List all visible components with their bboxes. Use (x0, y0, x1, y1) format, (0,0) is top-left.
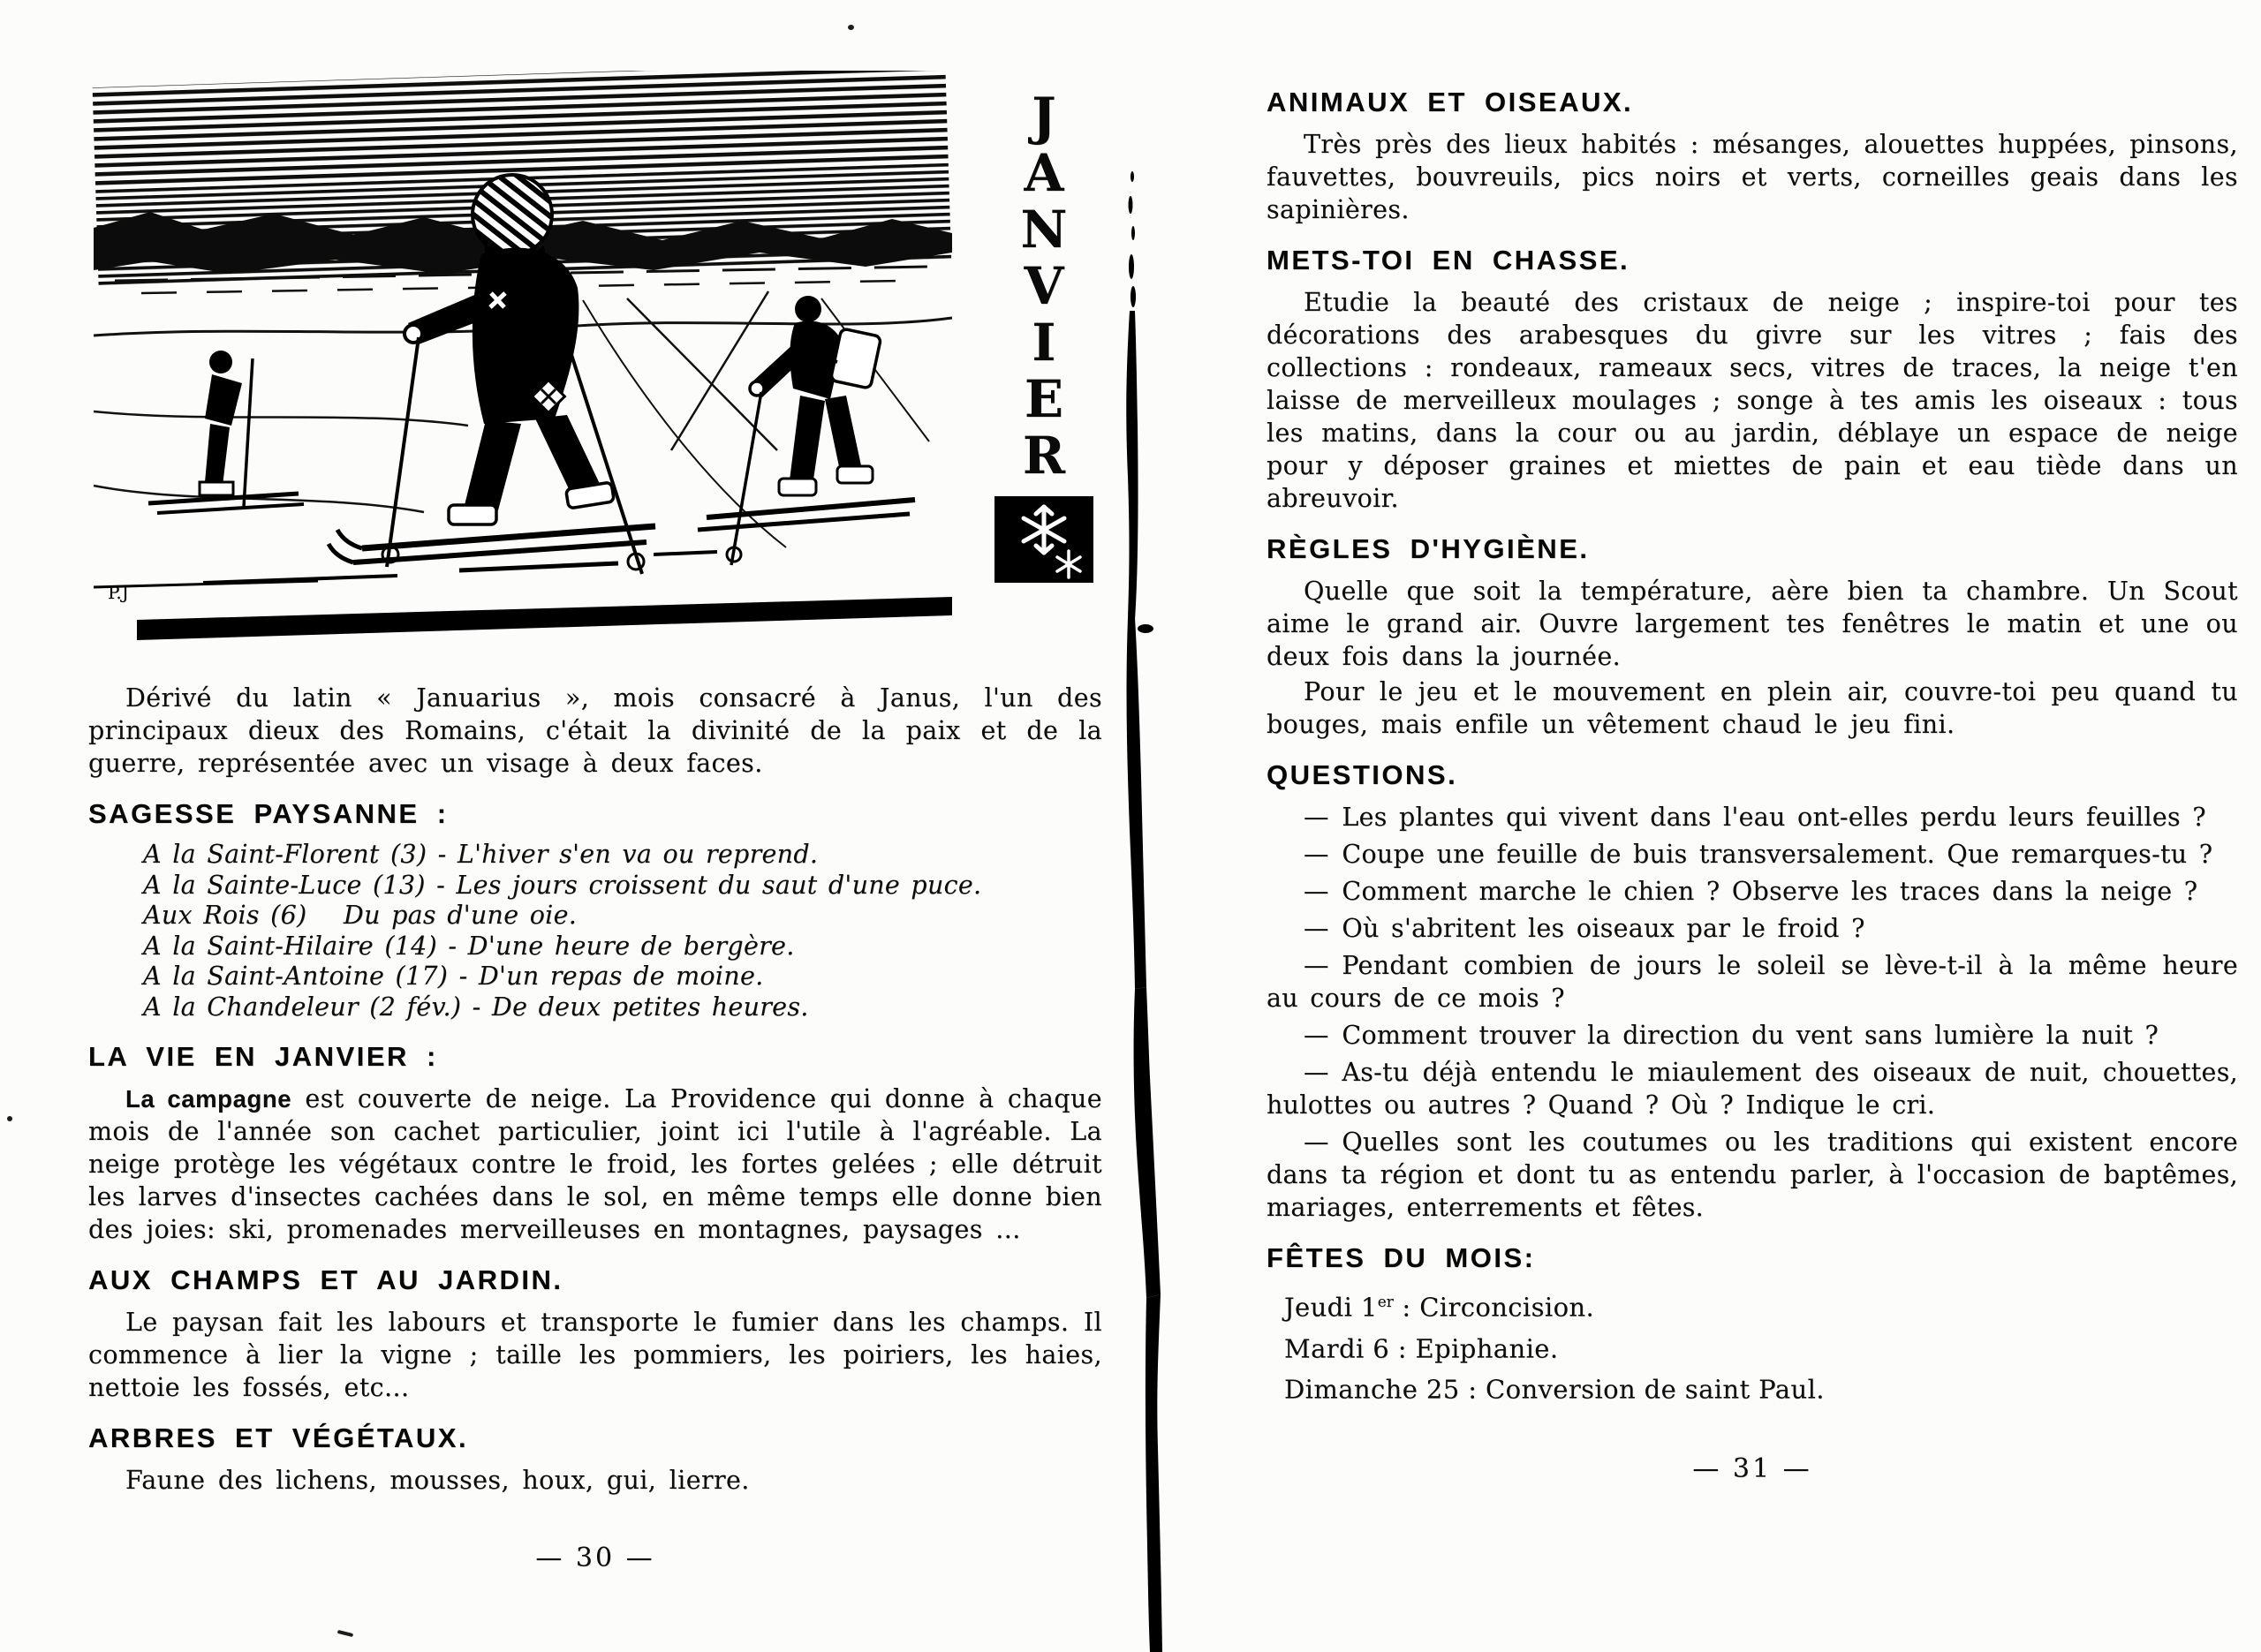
scan-speck (337, 1630, 353, 1637)
aux-champs-paragraph: Le paysan fait les labours et transporte le fumier dans les champs. Il commence à lier la vigne ; taille les pommiers, les poiriers, les haies, nettoie les fossés, etc... (88, 1308, 1102, 1402)
fete-item: Dimanche 25 : Conversion de saint Paul. (1284, 1374, 1825, 1405)
scan-speck (848, 25, 854, 30)
saying-line: A la Chandeleur (2 fév.) - De deux petites heures. (143, 992, 809, 1022)
animaux-paragraph: Très près des lieux habités : mésanges, alouettes huppées, pinsons, fauvettes, bouvreuils, pics noirs et verts, corneilles geais dans les sapinières. (1267, 130, 2238, 224)
foreground-snow (94, 552, 952, 640)
chasse-paragraph: Etudie la beauté des cristaux de neige ; inspire-toi pour tes décorations des arabesques du givre sur les vitres ; fais des collections : rondeaux, rameaux secs, vitres de traces, la neige t'en laisse de merveilleux moulages ; songe à tes amis les oiseaux : tous les matins, dans la cour ou au jardin, déblaye un espace de neige pour y déposer graines et miettes de pain et eau tiède dans un abreuvoir. (1267, 288, 2238, 513)
question-item: — As-tu déjà entendu le miaulement des oiseaux de nuit, chouettes, hulottes ou autres ? Quand ? Où ? Indique le cri. (1267, 1058, 2238, 1120)
binding-shadow (1106, 0, 1194, 1652)
left-page (88, 65, 1102, 1573)
month-title-vertical: JANVIER (1020, 87, 1068, 486)
heading-regles-hygiene: RÈGLES D'HYGIÈNE. (1267, 533, 1590, 564)
question-item: — Où s'abritent les oiseaux par le froid ? (1304, 914, 1865, 943)
intro-paragraph: Dérivé du latin « Januarius », mois consacré à Janus, l'un des principaux dieux des Romains, c'était la divinité de la paix et de la guerre, représentée avec un visage à deux faces. (88, 683, 1102, 778)
january-illustration-block (88, 65, 1102, 650)
saying-line: A la Sainte-Luce (13) - Les jours croissent du saut d'une puce. (143, 870, 982, 900)
scan-speck (7, 1116, 12, 1121)
page-number-left: — 30 — (535, 1543, 655, 1573)
heading-arbres-vegetaux: ARBRES ET VÉGÉTAUX. (88, 1422, 469, 1453)
question-item: — Les plantes qui vivent dans l'eau ont-elles perdu leurs feuilles ? (1304, 803, 2206, 832)
question-item: — Pendant combien de jours le soleil se lève-t-il à la même heure au cours de ce mois ? (1267, 951, 2238, 1013)
heading-la-vie-en-janvier: LA VIE EN JANVIER : (88, 1041, 438, 1072)
month-title-column (987, 88, 1100, 583)
la-vie-lead: La campagne (125, 1085, 292, 1113)
small-skier-left (148, 351, 304, 513)
heading-aux-champs: AUX CHAMPS ET AU JARDIN. (88, 1264, 563, 1295)
heading-fetes-du-mois: FÊTES DU MOIS: (1267, 1242, 1536, 1273)
skier-with-backpack (698, 296, 915, 565)
saying-line: A la Saint-Antoine (17) - D'un repas de moine. (143, 962, 764, 991)
la-vie-paragraph (88, 1082, 1102, 1246)
question-item: — Quelles sont les coutumes ou les traditions qui existent encore dans ta région et dont tu as entendu parler, à l'occasion de baptêmes, mariages, enterrements et fêtes. (1267, 1128, 2238, 1222)
ski-scene-illustration (88, 71, 963, 649)
hygiene-paragraph-2: Pour le jeu et le mouvement en plein air, couvre-toi peu quand tu bouges, mais enfile un vêtement chaud le jeu fini. (1267, 677, 2238, 739)
question-item: — Comment trouver la direction du vent sans lumière la nuit ? (1304, 1021, 2159, 1050)
right-page (1267, 85, 2238, 1484)
snowflake-icon (994, 496, 1093, 583)
saying-line: Aux Rois (6) Du pas d'une oie. (143, 901, 578, 930)
saying-line: A la Saint-Hilaire (14) - D'une heure de bergère. (143, 931, 795, 961)
fete-item: Jeudi 1er : Circoncision. (1284, 1292, 1595, 1323)
arbres-paragraph: Faune des lichens, mousses, houx, gui, lierre. (125, 1466, 750, 1495)
heading-animaux-oiseaux: ANIMAUX ET OISEAUX. (1267, 87, 1634, 117)
hygiene-paragraph-1: Quelle que soit la température, aère bien ta chambre. Un Scout aime le grand air. Ouvre largement tes fenêtres le matin et une ou deux fois dans la journée. (1267, 577, 2238, 671)
page-number-right: — 31 — (1692, 1452, 1812, 1484)
engraver-signature: P.J (108, 582, 129, 603)
saying-line: A la Saint-Florent (3) - L'hiver s'en va ou reprend. (143, 840, 819, 869)
heading-mets-toi-en-chasse: METS-TOI EN CHASSE. (1267, 245, 1630, 275)
heading-questions: QUESTIONS. (1267, 759, 1458, 790)
question-item: — Comment marche le chien ? Observe les traces dans la neige ? (1304, 877, 2198, 906)
heading-sagesse-paysanne: SAGESSE PAYSANNE : (88, 798, 449, 829)
la-vie-body: est couverte de neige. La Providence qui donne à chaque mois de l'année son cachet particulier, joint ici l'utile à l'agréable. La neige protège les végétaux contre le froid, les fortes gelées ; elle détruit les larves d'insectes cachées dans le sol, en même temps elle donne bien des joies: ski, promenades merveilleuses en montagnes, paysages ... (88, 1084, 1102, 1244)
fete-item: Mardi 6 : Epiphanie. (1284, 1333, 1559, 1364)
question-item: — Coupe une feuille de buis transversalement. Que remarques-tu ? (1304, 840, 2213, 869)
